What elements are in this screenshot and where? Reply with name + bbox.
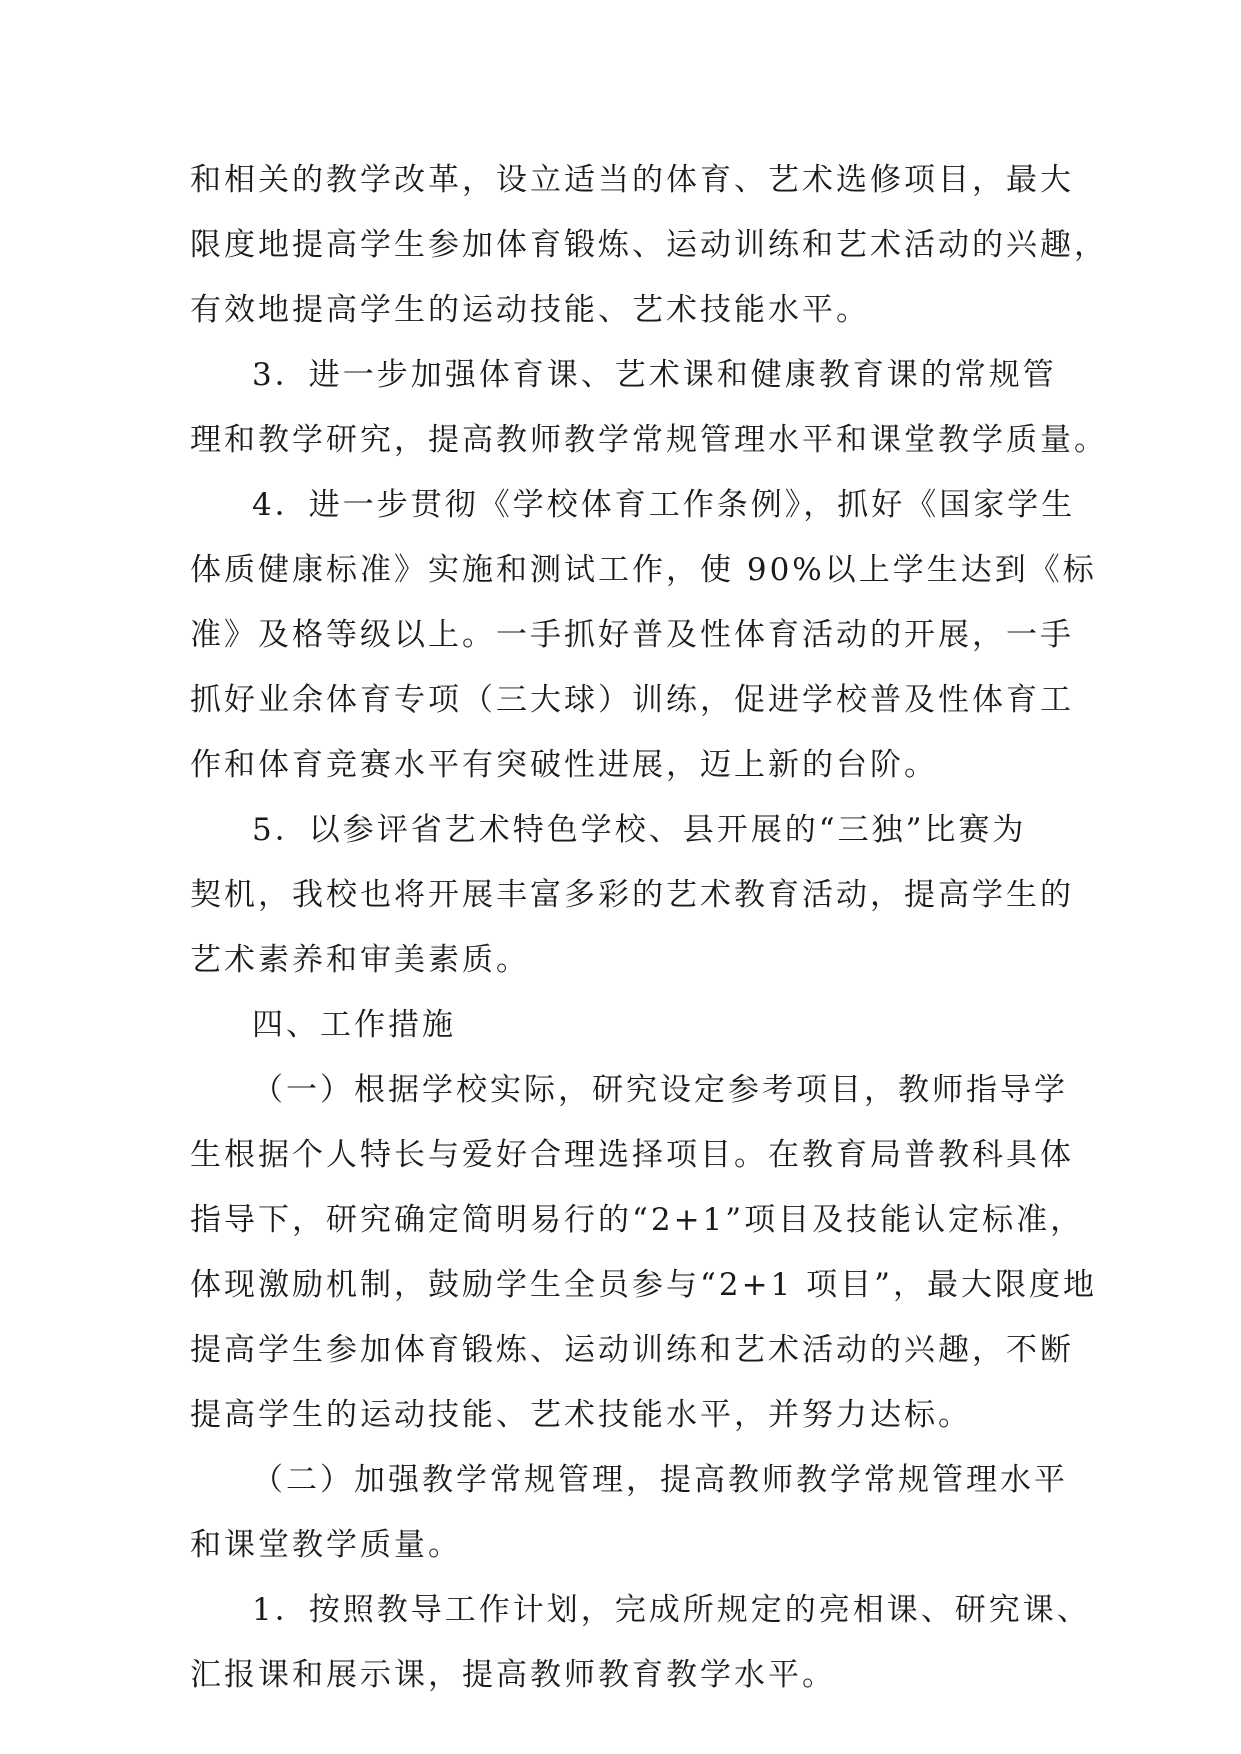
text-line: 1．按照教导工作计划，完成所规定的亮相课、研究课、	[252, 1592, 1091, 1628]
text-line: 指导下，研究确定简明易行的“2+1”项目及技能认定标准，	[190, 1202, 1085, 1238]
text-line: 汇报课和展示课，提高教师教育教学水平。	[190, 1657, 836, 1693]
body-text	[190, 148, 1108, 1708]
text-line: 提高学生的运动技能、艺术技能水平，并努力达标。	[190, 1397, 972, 1433]
text-line: 限度地提高学生参加体育锻炼、运动训练和艺术活动的兴趣，	[190, 227, 1108, 263]
text-line: （一）根据学校实际，研究设定参考项目，教师指导学	[252, 1072, 1068, 1108]
text-line: 体质健康标准》实施和测试工作，使 90%以上学生达到《标	[190, 552, 1097, 588]
text-line: 和相关的教学改革，设立适当的体育、艺术选修项目，最大	[190, 162, 1074, 198]
text-line: 4．进一步贯彻《学校体育工作条例》，抓好《国家学生	[252, 487, 1076, 523]
text-line: 提高学生参加体育锻炼、运动训练和艺术活动的兴趣，不断	[190, 1332, 1074, 1368]
text-line: 准》及格等级以上。一手抓好普及性体育活动的开展，一手	[190, 617, 1074, 653]
text-line: 有效地提高学生的运动技能、艺术技能水平。	[190, 292, 870, 328]
text-line: 3．进一步加强体育课、艺术课和健康教育课的常规管	[252, 357, 1057, 393]
text-line: （二）加强教学常规管理，提高教师教学常规管理水平	[252, 1462, 1068, 1498]
text-line: 作和体育竞赛水平有突破性进展，迈上新的台阶。	[190, 747, 938, 783]
text-line: 体现激励机制，鼓励学生全员参与“2+1 项目”，最大限度地	[190, 1267, 1097, 1303]
text-line: 理和教学研究，提高教师教学常规管理水平和课堂教学质量。	[190, 422, 1108, 458]
text-line: 生根据个人特长与爱好合理选择项目。在教育局普教科具体	[190, 1137, 1074, 1173]
text-line: 和课堂教学质量。	[190, 1527, 462, 1563]
text-line: 契机，我校也将开展丰富多彩的艺术教育活动，提高学生的	[190, 877, 1074, 913]
text-line: 5．以参评省艺术特色学校、县开展的“三独”比赛为	[252, 812, 1027, 848]
section-heading: 四、工作措施	[252, 1007, 456, 1043]
text-line: 抓好业余体育专项（三大球）训练，促进学校普及性体育工	[190, 682, 1074, 718]
text-line: 艺术素养和审美素质。	[190, 942, 530, 978]
